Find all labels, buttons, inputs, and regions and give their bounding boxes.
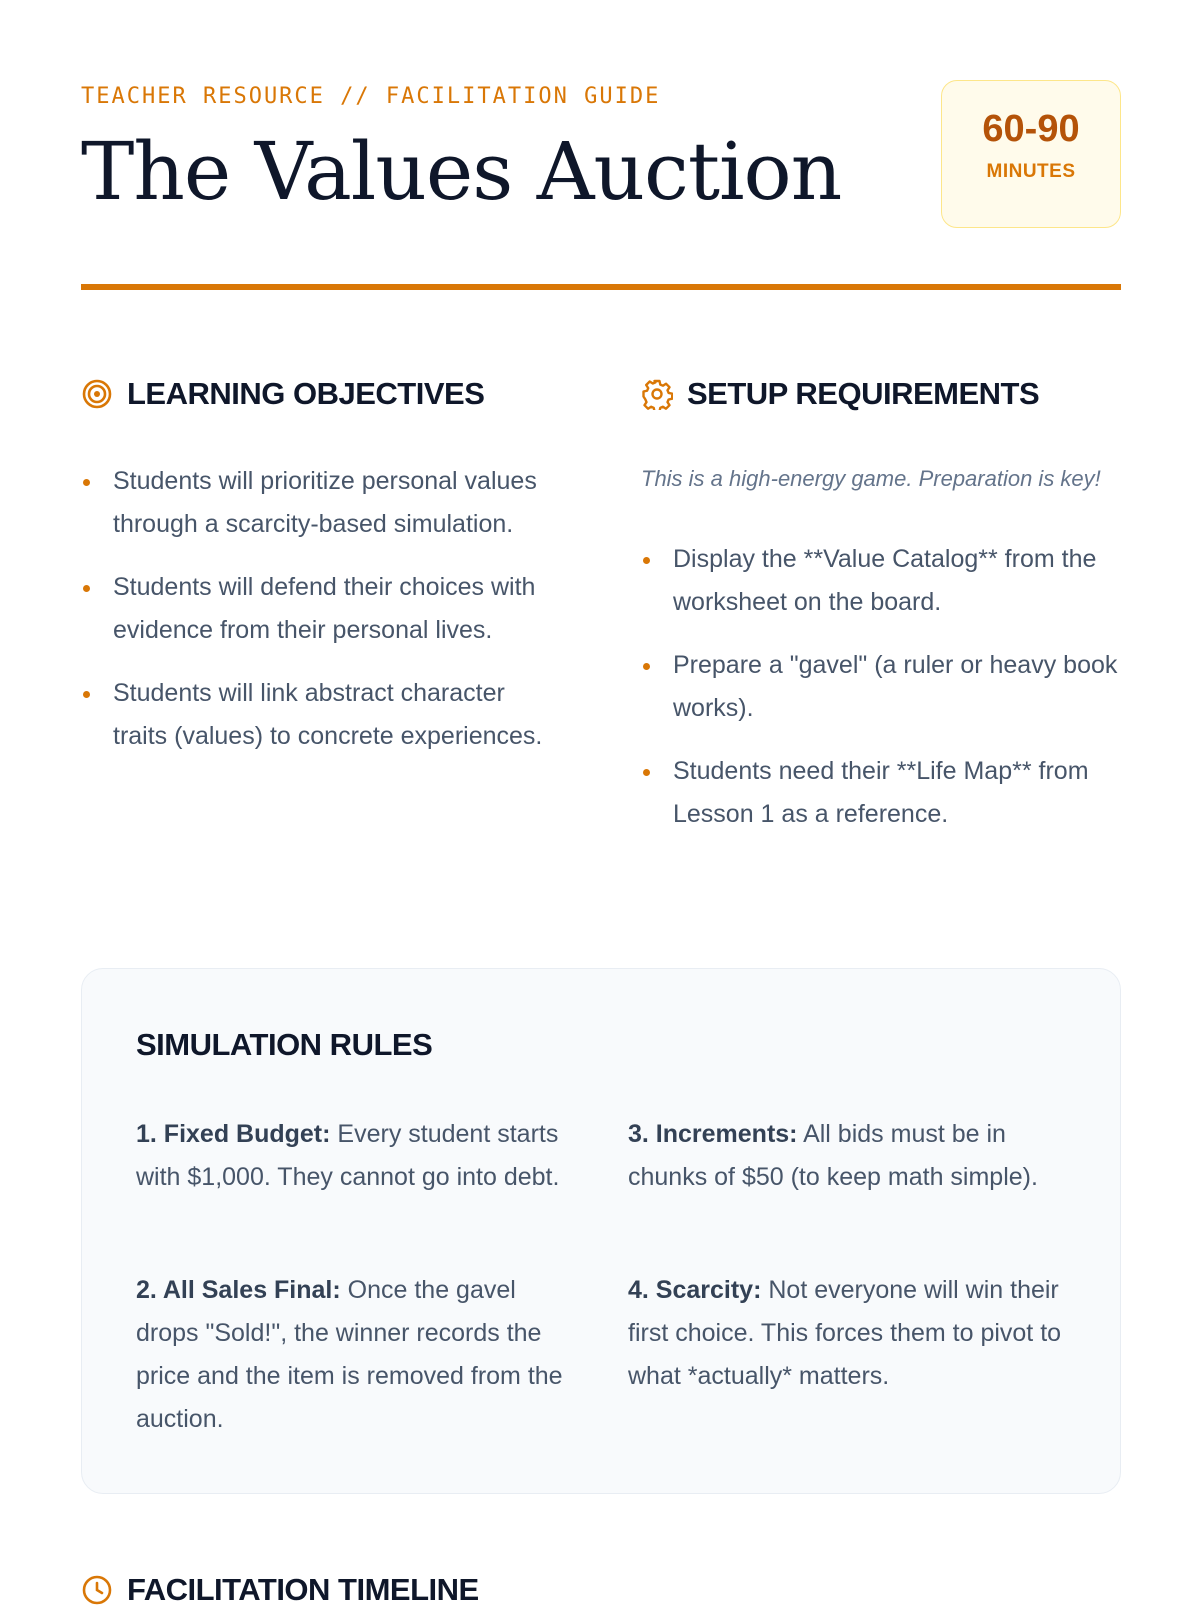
rule-item <box>628 1269 1068 1398</box>
simulation-rules-title: SIMULATION RULES <box>136 1027 433 1062</box>
objectives-list <box>81 460 561 758</box>
rule-label: 2. All Sales Final: <box>136 1276 341 1304</box>
duration-unit: MINUTES <box>986 160 1076 182</box>
duration-badge <box>941 80 1121 228</box>
objective-item: Students will prioritize personal values through a scarcity-based simulation. <box>81 460 561 546</box>
facilitation-timeline-title: FACILITATION TIMELINE <box>127 1572 479 1607</box>
gear-icon <box>641 378 673 410</box>
rule-label: 4. Scarcity: <box>628 1276 762 1304</box>
rule-item <box>628 1113 1068 1199</box>
page-title: The Values Auction <box>81 125 842 218</box>
setup-requirements-section <box>641 370 1121 856</box>
setup-requirements-title: SETUP REQUIREMENTS <box>687 376 1040 411</box>
objective-item: Students will link abstract character traits (values) to concrete experiences. <box>81 672 561 758</box>
rule-label: 1. Fixed Budget: <box>136 1120 331 1148</box>
learning-objectives-heading <box>81 370 561 418</box>
rule-label: 3. Increments: <box>628 1120 798 1148</box>
eyebrow-label: TEACHER RESOURCE // FACILITATION GUIDE <box>81 84 661 109</box>
setup-item: Students need their **Life Map** from Lesson 1 as a reference. <box>641 750 1121 836</box>
rule-text: All bids must be in chunks of $50 (to keep math simple). <box>628 1120 1038 1191</box>
duration-value: 60-90 <box>982 108 1080 150</box>
objective-item: Students will defend their choices with evidence from their personal lives. <box>81 566 561 652</box>
setup-requirements-heading <box>641 370 1121 418</box>
setup-item: Display the **Value Catalog** from the worksheet on the board. <box>641 538 1121 624</box>
setup-item: Prepare a "gavel" (a ruler or heavy book works). <box>641 644 1121 730</box>
simulation-rules-card <box>81 968 1121 1494</box>
setup-note: This is a high-energy game. Preparation is key! <box>641 466 1101 491</box>
rule-text: Not everyone will win their first choice. This forces them to pivot to what *actually* matters. <box>628 1276 1062 1390</box>
facilitation-timeline-heading <box>81 1572 479 1608</box>
setup-list <box>641 538 1121 836</box>
rule-item <box>136 1269 576 1441</box>
rule-text: Every student starts with $1,000. They cannot go into debt. <box>136 1120 560 1191</box>
learning-objectives-section <box>81 370 561 778</box>
rule-text: Once the gavel drops "Sold!", the winner records the price and the item is removed from the auction. <box>136 1276 563 1433</box>
header-divider <box>81 284 1121 290</box>
target-icon <box>81 378 113 410</box>
rule-item <box>136 1113 576 1199</box>
clock-icon <box>81 1574 113 1606</box>
learning-objectives-title: LEARNING OBJECTIVES <box>127 376 485 411</box>
